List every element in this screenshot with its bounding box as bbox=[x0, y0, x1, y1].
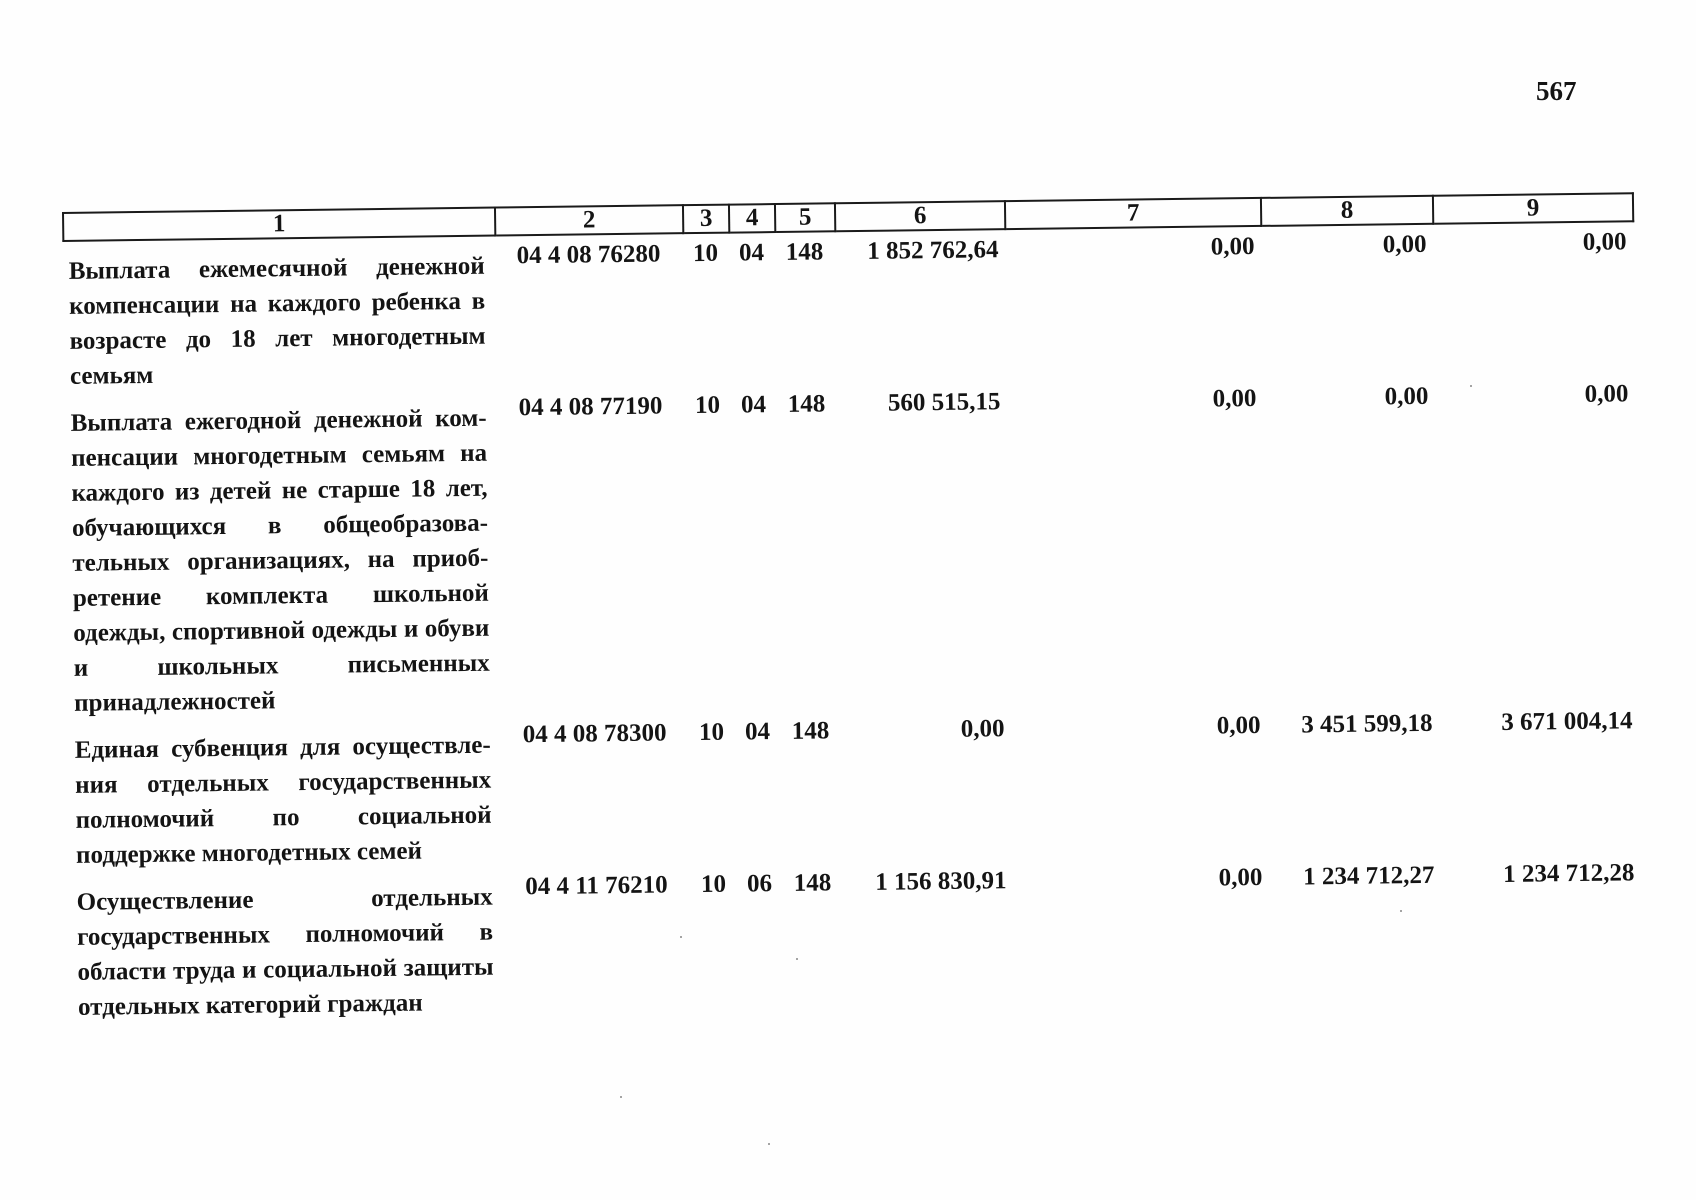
row-col-7: 0,00 bbox=[1216, 711, 1261, 740]
row-col-5: 148 bbox=[793, 869, 832, 897]
row-col-7: 0,00 bbox=[1210, 233, 1255, 261]
scan-speck bbox=[1400, 910, 1402, 912]
column-header-5: 5 bbox=[775, 203, 835, 232]
row-name: Единая субвенция для осуществления отдельных государственных полномочий по социальной поддержке многодетных семей bbox=[74, 731, 492, 869]
row-col-6: 1 852 762,64 bbox=[867, 236, 999, 265]
row-col-8: 0,00 bbox=[1382, 230, 1427, 259]
budget-table bbox=[62, 192, 1642, 1025]
table-row bbox=[64, 374, 1638, 721]
row-col-5: 148 bbox=[787, 390, 826, 418]
table-row bbox=[62, 222, 1634, 394]
scan-speck bbox=[620, 1096, 622, 1098]
row-code: 04 4 08 76280 bbox=[516, 240, 661, 270]
row-col-4: 04 bbox=[738, 239, 765, 267]
row-col-9: 0,00 bbox=[1584, 380, 1629, 408]
row-col-7: 0,00 bbox=[1212, 385, 1257, 413]
row-code: 04 4 11 76210 bbox=[525, 871, 668, 901]
row-name: Выплата ежегодной денежной компенсации многодетным семьям на каждого из детей не старше 18 лет, обучающихся в общеобразовательных организациях, на приобретение комплекта школьной одежды, спортивной одежды и обуви и школьных письменных принадлежностей bbox=[70, 404, 490, 717]
table-row bbox=[70, 853, 1642, 1025]
scan-speck bbox=[1470, 385, 1472, 387]
row-col-9: 1 234 712,28 bbox=[1503, 859, 1635, 888]
row-col-9: 3 671 004,14 bbox=[1501, 707, 1633, 736]
column-header-7: 7 bbox=[1005, 198, 1261, 229]
row-name: Выплата ежемесячной денежной компенсации на каждого ребенка в возрасте до 18 лет многодетным семьям bbox=[68, 252, 486, 390]
row-col-7: 0,00 bbox=[1218, 863, 1263, 892]
row-col-5: 148 bbox=[785, 238, 824, 266]
column-header-9: 9 bbox=[1433, 193, 1633, 224]
row-col-8: 0,00 bbox=[1384, 382, 1429, 411]
row-code: 04 4 08 78300 bbox=[522, 719, 667, 749]
column-header-3: 3 bbox=[683, 205, 729, 234]
table-row bbox=[68, 701, 1640, 873]
row-col-4: 04 bbox=[744, 718, 771, 746]
row-col-3: 10 bbox=[692, 239, 719, 268]
column-header-1: 1 bbox=[63, 208, 495, 241]
row-col-6: 0,00 bbox=[960, 715, 1005, 743]
scan-speck bbox=[768, 1143, 770, 1145]
column-header-2: 2 bbox=[495, 205, 683, 235]
table-body bbox=[62, 222, 1642, 1025]
row-col-3: 10 bbox=[698, 718, 725, 747]
row-col-3: 10 bbox=[700, 870, 727, 899]
row-col-5: 148 bbox=[791, 717, 830, 745]
row-col-4: 04 bbox=[740, 391, 767, 419]
column-header-6: 6 bbox=[835, 201, 1005, 231]
page-number: 567 bbox=[1536, 76, 1577, 106]
column-header-8: 8 bbox=[1261, 196, 1433, 226]
row-col-8: 1 234 712,27 bbox=[1303, 861, 1435, 891]
scan-speck bbox=[680, 936, 682, 938]
scan-speck bbox=[796, 958, 798, 960]
column-header-4: 4 bbox=[729, 204, 775, 233]
row-col-6: 1 156 830,91 bbox=[875, 867, 1007, 896]
row-col-4: 06 bbox=[746, 870, 773, 898]
row-name: Осуществление отдельных государственных полномочий в области труда и социальной защиты отдельных категорий граждан bbox=[76, 883, 494, 1021]
row-col-9: 0,00 bbox=[1582, 228, 1627, 256]
row-code: 04 4 08 77190 bbox=[518, 392, 663, 422]
row-col-3: 10 bbox=[694, 391, 721, 420]
row-col-6: 560 515,15 bbox=[887, 388, 1001, 417]
row-col-8: 3 451 599,18 bbox=[1301, 709, 1433, 739]
